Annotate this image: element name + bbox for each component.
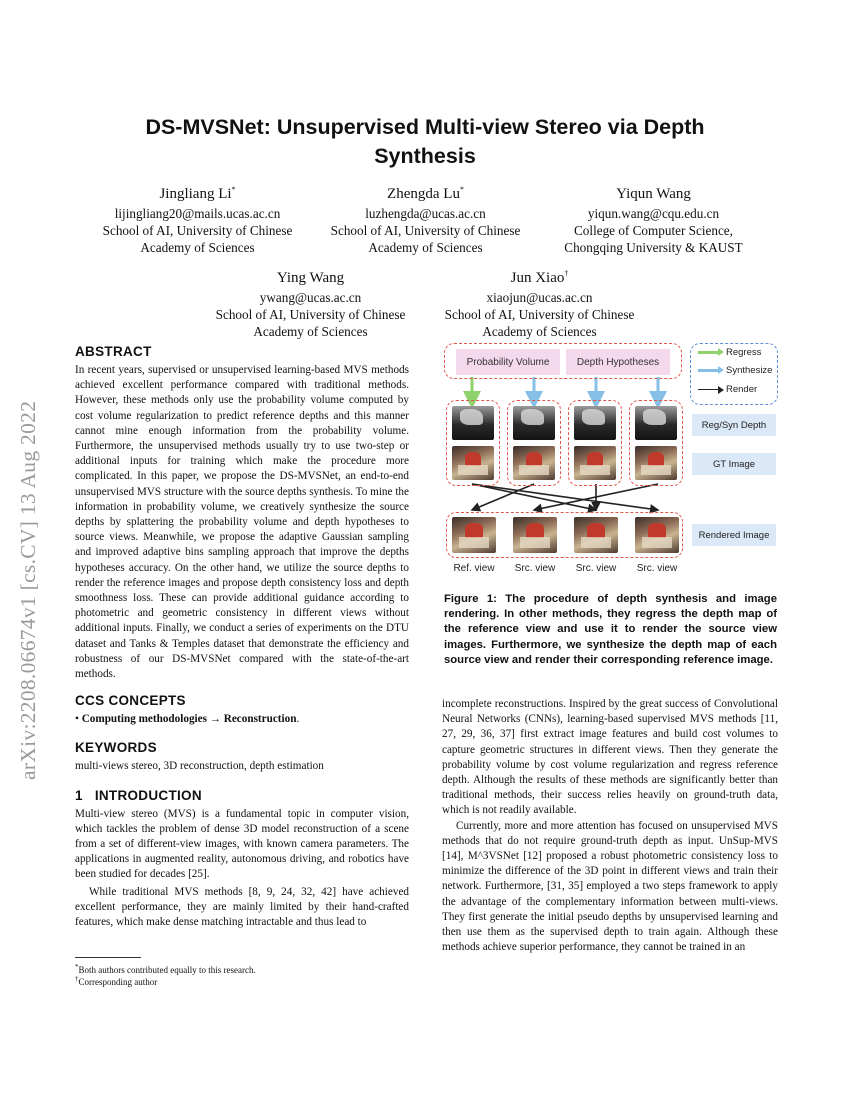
author-affiliation: Academy of Sciences xyxy=(482,324,597,339)
gt-image-label: GT Image xyxy=(692,453,776,475)
arxiv-identifier: arXiv:2208.06674v1 [cs.CV] 13 Aug 2022 xyxy=(16,400,40,780)
abstract-text: In recent years, supervised or unsupervised learning-based MVS methods achieved excellent performance compared with traditional methods. However, these methods only use the probability volume computed by cost volume regularization to predict reference depths and this manner cannot mine enough information from the probability volume. Furthermore, the unsupervised methods usually try to use two-step or additional inputs for training which make the procedure more complicated. In this paper, we propose the DS-MVSNet, an end-to-end unsupervised MVS structure with the source depths synthesis. To mine the information in probability volume, we creatively synthesize the source depths by splattering the probability volume and depth hypotheses to source views. Meanwhile, we propose the adaptive Gaussian sampling and improved adaptive bins sampling approach that improve the depths hypotheses accuracy. On the other hand, we utilize the source depths to render the reference images and propose depth consistency loss and depth smoothness loss. These can provide additional guidance according to photometric and geometric consistency in different views without additional inputs. Finally, we conduct a series of experiments on the DTU dataset and Tanks & Temples dataset that demonstrate the efficiency and robustness of our DS-MVSNet compared with the state-of-the-art methods. xyxy=(75,364,409,681)
author-email: luzhengda@ucas.ac.cn xyxy=(365,206,486,221)
author-block xyxy=(427,264,652,340)
section-title: INTRODUCTION xyxy=(94,787,202,803)
regsyn-depth-label: Reg/Syn Depth xyxy=(692,414,776,436)
rendered-image xyxy=(635,517,679,553)
author-name: Zhengda Lu xyxy=(387,186,460,202)
legend-regress xyxy=(698,347,761,358)
render-arrow xyxy=(472,484,596,510)
body-paragraph: incomplete reconstructions. Inspired by the great success of Convolutional Neural Networks (CNNs), learning-based supervised MVS methods [11, 27, 29, 36, 37] first extract image features and build cost volumes to capture geometric structures in different views. Then they generate the probability volume by cost volume regularization and regress reference depth. Although the results of these methods are significantly better than traditional methods, their success relies heavily on ground-truth data, which is not readily available. xyxy=(442,698,778,817)
author-block xyxy=(85,180,310,256)
rendered-image-label: Rendered Image xyxy=(692,524,776,546)
author-affiliation: School of AI, University of Chinese xyxy=(102,223,293,238)
ccs-term: Computing methodologies xyxy=(81,713,207,726)
gt-image xyxy=(452,446,494,480)
keywords-text: multi-views stereo, 3D reconstruction, depth estimation xyxy=(75,760,324,773)
ccs-target: Reconstruction xyxy=(223,713,297,726)
footnote-text: Both authors contributed equally to this research. xyxy=(78,965,256,975)
author-block xyxy=(541,180,766,256)
author-name: Jun Xiao xyxy=(510,270,565,286)
author-name: Jingliang Li xyxy=(159,186,232,202)
legend-render xyxy=(698,384,757,395)
probability-volume-box: Probability Volume xyxy=(456,349,560,375)
gt-image xyxy=(574,446,616,480)
ccs-period: . xyxy=(296,713,300,726)
right-column xyxy=(442,697,778,955)
author-name: Ying Wang xyxy=(276,270,345,286)
author-email: ywang@ucas.ac.cn xyxy=(259,290,362,305)
intro-paragraph: Multi-view stereo (MVS) is a fundamental topic in computer vision, which tackles the problem of dense 3D model reconstruction of a scene from a set of different-view images, with known camera parameters. The applications in augmented reality, autonomous driving, and robotics have been studied for decades [25]. xyxy=(75,807,409,881)
ccs-bullet: • xyxy=(75,713,79,726)
title-line-1: DS-MVSNet: Unsupervised Multi-view Stereo via Depth xyxy=(145,115,705,139)
figure-caption: Figure 1: The procedure of depth synthesis and image rendering. In other methods, they regress the depth map of the reference view and use it to render the source view images. Furthermore, we synthesize the depth map of each source view and render their corresponding reference image. xyxy=(444,593,777,666)
author-name: Yiqun Wang xyxy=(616,186,691,202)
author-mark: † xyxy=(564,269,569,278)
depth-hypotheses-box: Depth Hypotheses xyxy=(566,349,670,375)
author-mark: * xyxy=(459,185,464,194)
depth-map-image xyxy=(574,406,616,440)
abstract-heading: ABSTRACT xyxy=(75,344,152,359)
legend-label: Render xyxy=(726,384,758,395)
legend-label: Synthesize xyxy=(726,365,773,376)
view-label: Src. view xyxy=(636,563,678,574)
gt-image xyxy=(513,446,555,480)
figure-1 xyxy=(444,340,780,580)
synthesize-line-icon xyxy=(698,369,720,372)
ccs-concept xyxy=(75,712,409,727)
section-number: 1 xyxy=(75,787,83,803)
footnote-rule xyxy=(75,957,141,958)
depth-map-image xyxy=(635,406,677,440)
regress-line-icon xyxy=(698,351,720,354)
intro-paragraph: While traditional MVS methods [8, 9, 24, 32, 42] have achieved excellent performance, they are mainly limited by their hand-crafted features, which make dense matching intractable and thus lead to xyxy=(75,885,409,929)
depth-map-image xyxy=(452,406,494,440)
footnote-mark: † xyxy=(75,975,79,983)
author-affiliation: Academy of Sciences xyxy=(140,240,255,255)
author-block xyxy=(313,180,538,256)
intro-heading xyxy=(75,787,409,804)
author-affiliation: College of Computer Science, xyxy=(574,223,733,238)
footnote-mark: * xyxy=(75,963,79,971)
author-affiliation: School of AI, University of Chinese xyxy=(215,307,406,322)
view-label: Src. view xyxy=(514,563,556,574)
ccs-heading: CCS CONCEPTS xyxy=(75,693,186,709)
footnote xyxy=(75,973,157,988)
render-line-icon xyxy=(698,389,720,391)
view-label: Ref. view xyxy=(453,563,495,574)
body-paragraph: Currently, more and more attention has focused on unsupervised MVS methods that do not require ground-truth depth as input. UnSup-MVS [14], M^3VSNet [12] proposed a robust photometric consistency loss to minimize the difference of the 3D point in different views and train their network. Furthermore, [31, 35] employed a two steps framework to apply the advantage of the complementary information between multi-views. They first generate the initial pseudo depths by unsupervised learning and then use them as the supervised depth to train again. Although these methods achieve superior performance, they cannot be trained in an xyxy=(442,819,778,954)
rendered-image xyxy=(574,517,618,553)
rendered-image xyxy=(513,517,557,553)
legend-synthesize xyxy=(698,365,772,376)
author-email: yiqun.wang@cqu.edu.cn xyxy=(587,206,720,221)
ccs-arrow: → xyxy=(209,713,221,726)
author-mark: * xyxy=(231,185,236,194)
keywords-heading: KEYWORDS xyxy=(75,740,157,756)
author-block xyxy=(198,264,423,340)
author-affiliation: Academy of Sciences xyxy=(253,324,368,339)
legend-label: Regress xyxy=(726,347,762,358)
footnote-text: Corresponding author xyxy=(78,977,158,987)
left-column xyxy=(75,343,409,930)
view-label: Src. view xyxy=(575,563,617,574)
author-email: lijingliang20@mails.ucas.ac.cn xyxy=(114,206,281,221)
paper-title xyxy=(90,113,760,171)
rendered-image xyxy=(452,517,496,553)
render-arrow xyxy=(472,484,658,510)
author-affiliation: School of AI, University of Chinese xyxy=(330,223,521,238)
title-line-2: Synthesis xyxy=(374,144,476,168)
author-affiliation: School of AI, University of Chinese xyxy=(444,307,635,322)
author-email: xiaojun@ucas.ac.cn xyxy=(486,290,593,305)
depth-map-image xyxy=(513,406,555,440)
gt-image xyxy=(635,446,677,480)
author-affiliation: Chongqing University & KAUST xyxy=(564,240,743,255)
author-affiliation: Academy of Sciences xyxy=(368,240,483,255)
